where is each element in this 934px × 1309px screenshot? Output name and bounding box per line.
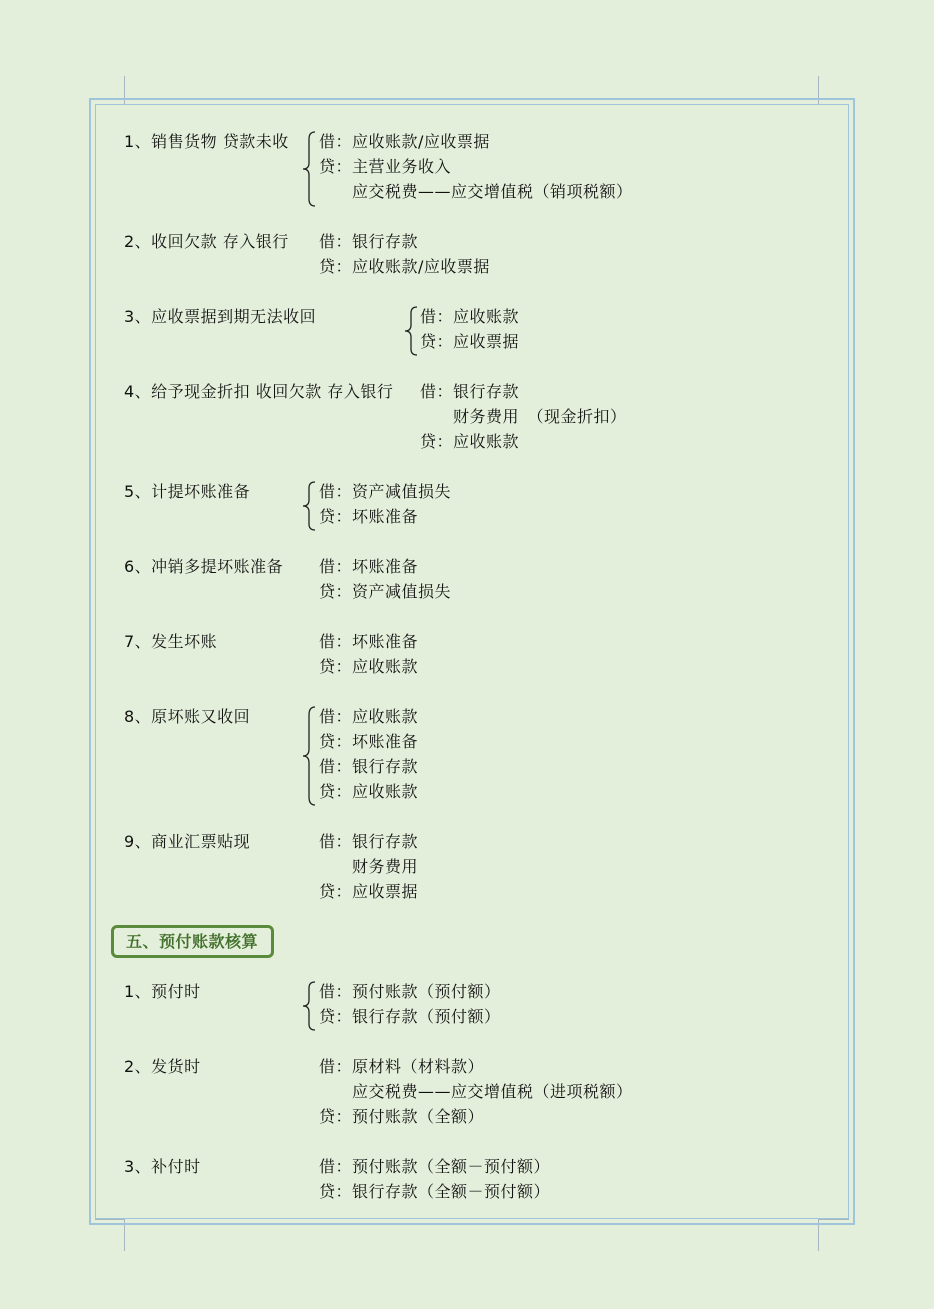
brace-icon [302, 131, 316, 207]
entry-line: 贷：应收票据 [420, 332, 520, 351]
entry-title: 3、应收票据到期无法收回 [124, 307, 317, 326]
entry-line: 借：银行存款 [319, 757, 419, 776]
entry-line: 贷：银行存款（预付额） [319, 1007, 501, 1026]
entry-line: 贷：应收账款 [420, 432, 520, 451]
entry-title: 6、冲销多提坏账准备 [124, 557, 284, 576]
entry-line: 借：预付账款（预付额） [319, 982, 501, 1001]
entry-title: 3、补付时 [124, 1157, 201, 1176]
entry-line: 贷：应收账款 [319, 657, 419, 676]
entry-line: 财务费用 （现金折扣） [453, 407, 627, 426]
entry-line: 贷：主营业务收入 [319, 157, 452, 176]
entry-title: 1、销售货物 贷款未收 [124, 132, 289, 151]
entry-title: 5、计提坏账准备 [124, 482, 251, 501]
entry-title: 8、原坏账又收回 [124, 707, 251, 726]
brace-icon [302, 981, 316, 1031]
entry-line: 借：银行存款 [319, 232, 419, 251]
section-heading: 五、预付账款核算 [111, 925, 274, 958]
entry-line: 贷：坏账准备 [319, 507, 419, 526]
entry-line: 应交税费——应交增值税（销项税额） [352, 182, 633, 201]
entry-line: 贷：银行存款（全额－预付额） [319, 1182, 551, 1201]
entry-line: 贷：应收账款/应收票据 [319, 257, 490, 276]
entry-line: 贷：资产减值损失 [319, 582, 452, 601]
entry-line: 借：应收账款 [420, 307, 520, 326]
entry-line: 贷：应收票据 [319, 882, 419, 901]
entry-line: 借：原材料（材料款） [319, 1057, 485, 1076]
entry-line: 借：坏账准备 [319, 557, 419, 576]
entry-line: 财务费用 [352, 857, 419, 876]
entry-line: 贷：应收账款 [319, 782, 419, 801]
brace-icon [302, 706, 316, 806]
entry-line: 借：资产减值损失 [319, 482, 452, 501]
entry-title: 7、发生坏账 [124, 632, 218, 651]
entry-line: 借：应收账款/应收票据 [319, 132, 490, 151]
brace-icon [404, 306, 418, 356]
entry-line: 应交税费——应交增值税（进项税额） [352, 1082, 633, 1101]
entry-line: 贷：预付账款（全额） [319, 1107, 485, 1126]
entry-line: 借：银行存款 [420, 382, 520, 401]
entry-line: 借：银行存款 [319, 832, 419, 851]
entry-line: 借：坏账准备 [319, 632, 419, 651]
entry-line: 借：应收账款 [319, 707, 419, 726]
brace-icon [302, 481, 316, 531]
entry-title: 1、预付时 [124, 982, 201, 1001]
entry-title: 2、发货时 [124, 1057, 201, 1076]
entry-line: 贷：坏账准备 [319, 732, 419, 751]
entry-line: 借：预付账款（全额－预付额） [319, 1157, 551, 1176]
entry-title: 2、收回欠款 存入银行 [124, 232, 289, 251]
entry-title: 4、给予现金折扣 收回欠款 存入银行 [124, 382, 394, 401]
entry-title: 9、商业汇票贴现 [124, 832, 251, 851]
